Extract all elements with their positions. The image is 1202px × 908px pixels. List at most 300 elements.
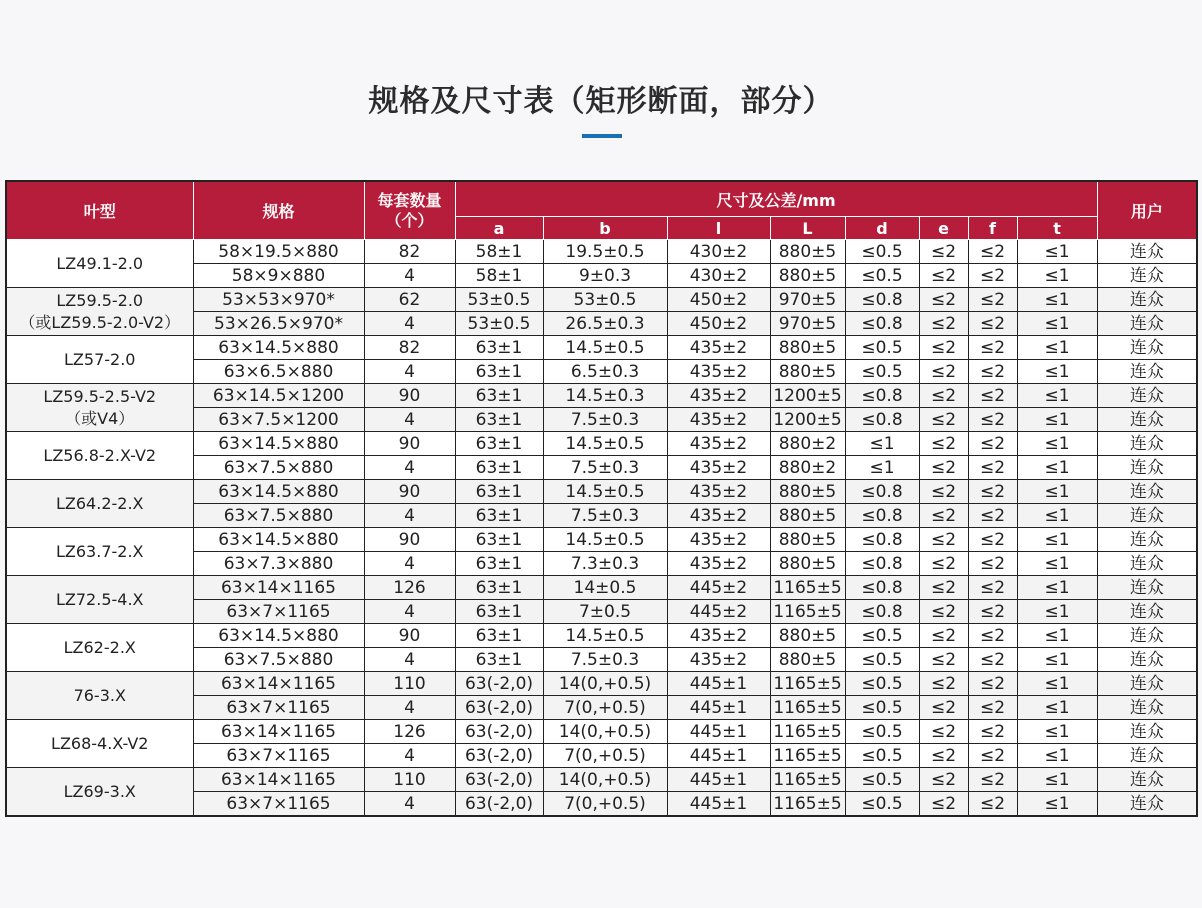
table-cell: 880±5	[770, 360, 845, 384]
table-cell: ≤2	[919, 648, 968, 672]
table-cell: 14.5±0.5	[543, 528, 667, 552]
table-cell: ≤1	[1017, 336, 1097, 360]
table-cell: 58±1	[455, 240, 543, 264]
table-cell: ≤1	[1017, 408, 1097, 432]
header-dim-L: L	[770, 217, 845, 240]
table-cell: 63(-2,0)	[455, 672, 543, 696]
table-cell: ≤0.5	[845, 240, 919, 264]
table-cell: 90	[364, 384, 455, 408]
table-cell: 63×14.5×880	[193, 336, 364, 360]
table-row	[6, 768, 1197, 792]
table-cell: ≤1	[1017, 456, 1097, 480]
table-cell: 63×14.5×880	[193, 528, 364, 552]
model-cell	[6, 672, 193, 720]
table-row	[6, 336, 1197, 360]
table-cell: 63±1	[455, 384, 543, 408]
table-cell: ≤2	[968, 624, 1017, 648]
header-quantity-line2: （个）	[385, 210, 434, 230]
table-cell: 14.5±0.5	[543, 336, 667, 360]
model-name: （或LZ59.5-2.0-V2）	[19, 312, 181, 332]
model-cell	[6, 288, 193, 336]
table-cell: 126	[364, 720, 455, 744]
table-cell: 连众	[1097, 768, 1197, 792]
table-cell: ≤2	[968, 264, 1017, 288]
table-cell: ≤2	[968, 336, 1017, 360]
table-cell: ≤0.8	[845, 504, 919, 528]
table-cell: 14(0,+0.5)	[543, 720, 667, 744]
table-cell: 4	[364, 360, 455, 384]
table-cell: ≤2	[919, 792, 968, 817]
table-row	[6, 528, 1197, 552]
table-cell: 435±2	[667, 432, 770, 456]
table-cell: ≤2	[919, 576, 968, 600]
table-cell: ≤0.8	[845, 384, 919, 408]
table-cell: 62	[364, 288, 455, 312]
table-cell: ≤2	[919, 432, 968, 456]
table-cell: ≤0.5	[845, 624, 919, 648]
table-cell: 7±0.5	[543, 600, 667, 624]
model-name: LZ68-4.X-V2	[51, 733, 149, 753]
table-cell: ≤0.8	[845, 576, 919, 600]
table-cell: 1165±5	[770, 696, 845, 720]
table-cell: 7.3±0.3	[543, 552, 667, 576]
table-cell: 连众	[1097, 288, 1197, 312]
table-cell: 4	[364, 600, 455, 624]
table-cell: ≤2	[919, 624, 968, 648]
table-cell: 连众	[1097, 456, 1197, 480]
table-cell: 63×14.5×880	[193, 432, 364, 456]
table-cell: 880±5	[770, 240, 845, 264]
model-name: LZ59.5-2.5-V2	[43, 386, 157, 406]
table-row	[6, 480, 1197, 504]
table-cell: 110	[364, 672, 455, 696]
table-cell: 连众	[1097, 336, 1197, 360]
model-name: LZ59.5-2.0	[56, 290, 144, 310]
table-cell: ≤2	[919, 528, 968, 552]
table-cell: 7(0,+0.5)	[543, 744, 667, 768]
table-cell: 14.5±0.5	[543, 480, 667, 504]
table-cell: 880±5	[770, 648, 845, 672]
table-cell: ≤1	[845, 432, 919, 456]
table-cell: ≤2	[968, 312, 1017, 336]
table-cell: ≤2	[919, 336, 968, 360]
table-cell: ≤0.5	[845, 792, 919, 817]
table-cell: 435±2	[667, 504, 770, 528]
table-cell: ≤2	[919, 696, 968, 720]
model-name: LZ56.8-2.X-V2	[43, 445, 157, 465]
model-name: （或V4）	[65, 408, 135, 428]
table-cell: 435±2	[667, 528, 770, 552]
header-dim-l: l	[667, 217, 770, 240]
table-cell: ≤1	[1017, 792, 1097, 817]
table-cell: 63±1	[455, 648, 543, 672]
table-cell: ≤2	[968, 384, 1017, 408]
table-cell: 63×14.5×880	[193, 624, 364, 648]
table-cell: 1165±5	[770, 768, 845, 792]
model-name: LZ72.5-4.X	[56, 589, 144, 609]
table-cell: ≤2	[968, 480, 1017, 504]
table-cell: 126	[364, 576, 455, 600]
table-cell: ≤1	[1017, 264, 1097, 288]
model-name: LZ62-2.X	[63, 637, 136, 657]
table-cell: 58×19.5×880	[193, 240, 364, 264]
table-cell: 连众	[1097, 696, 1197, 720]
table-cell: ≤1	[1017, 528, 1097, 552]
model-cell	[6, 720, 193, 768]
table-cell: 970±5	[770, 312, 845, 336]
table-cell: ≤2	[968, 240, 1017, 264]
table-cell: 连众	[1097, 360, 1197, 384]
table-cell: 连众	[1097, 408, 1197, 432]
table-cell: 63×14×1165	[193, 768, 364, 792]
model-name: LZ63.7-2.X	[56, 541, 144, 561]
table-cell: ≤2	[968, 672, 1017, 696]
table-cell: ≤0.8	[845, 288, 919, 312]
table-cell: ≤2	[919, 720, 968, 744]
table-cell: 880±2	[770, 456, 845, 480]
table-cell: 连众	[1097, 744, 1197, 768]
table-cell: 连众	[1097, 384, 1197, 408]
table-cell: ≤2	[968, 768, 1017, 792]
table-cell: ≤0.8	[845, 528, 919, 552]
table-cell: 63×7.5×1200	[193, 408, 364, 432]
table-cell: 4	[364, 744, 455, 768]
table-cell: ≤2	[968, 744, 1017, 768]
table-cell: 4	[364, 504, 455, 528]
table-cell: 53±0.5	[455, 288, 543, 312]
table-cell: ≤0.5	[845, 768, 919, 792]
table-cell: ≤1	[845, 456, 919, 480]
table-header	[6, 181, 1197, 240]
table-cell: 445±1	[667, 792, 770, 817]
table-cell: ≤2	[919, 480, 968, 504]
page-title: 规格及尺寸表（矩形断面，部分）	[368, 84, 834, 119]
table-cell: 435±2	[667, 456, 770, 480]
table-cell: 430±2	[667, 264, 770, 288]
table-cell: ≤2	[919, 384, 968, 408]
table-cell: ≤0.8	[845, 480, 919, 504]
table-cell: 63±1	[455, 576, 543, 600]
table-cell: ≤1	[1017, 576, 1097, 600]
table-cell: 63×7.3×880	[193, 552, 364, 576]
table-cell: 445±1	[667, 744, 770, 768]
table-cell: 9±0.3	[543, 264, 667, 288]
table-cell: 90	[364, 624, 455, 648]
table-cell: 1165±5	[770, 720, 845, 744]
table-cell: ≤2	[968, 720, 1017, 744]
table-cell: 63×6.5×880	[193, 360, 364, 384]
table-cell: ≤2	[968, 288, 1017, 312]
table-cell: 445±1	[667, 696, 770, 720]
table-cell: 445±2	[667, 576, 770, 600]
table-cell: 435±2	[667, 624, 770, 648]
table-cell: ≤0.5	[845, 264, 919, 288]
header-dim-d: d	[845, 217, 919, 240]
table-cell: 63×7×1165	[193, 792, 364, 817]
table-cell: 63±1	[455, 552, 543, 576]
table-cell: 435±2	[667, 408, 770, 432]
table-cell: 7(0,+0.5)	[543, 792, 667, 817]
table-cell: ≤1	[1017, 360, 1097, 384]
table-row	[6, 624, 1197, 648]
table-cell: 445±1	[667, 720, 770, 744]
table-cell: ≤0.5	[845, 720, 919, 744]
table-cell: 880±5	[770, 480, 845, 504]
table-cell: ≤1	[1017, 648, 1097, 672]
header-quantity-line1: 每套数量	[377, 190, 442, 210]
table-cell: ≤2	[968, 576, 1017, 600]
table-cell: ≤1	[1017, 240, 1097, 264]
model-cell	[6, 432, 193, 480]
table-cell: ≤0.5	[845, 648, 919, 672]
header-dim-a: a	[455, 217, 543, 240]
table-cell: 1165±5	[770, 576, 845, 600]
table-cell: 14±0.5	[543, 576, 667, 600]
table-cell: 连众	[1097, 672, 1197, 696]
table-cell: 63±1	[455, 504, 543, 528]
table-cell: ≤1	[1017, 624, 1097, 648]
table-cell: ≤2	[968, 432, 1017, 456]
table-cell: 连众	[1097, 480, 1197, 504]
table-cell: 1165±5	[770, 792, 845, 817]
table-cell: ≤2	[919, 456, 968, 480]
table-cell: 880±5	[770, 528, 845, 552]
header-quantity	[364, 181, 455, 240]
table-cell: 450±2	[667, 312, 770, 336]
table-cell: ≤1	[1017, 288, 1097, 312]
table-cell: 26.5±0.3	[543, 312, 667, 336]
table-cell: ≤0.5	[845, 744, 919, 768]
table-cell: ≤2	[968, 504, 1017, 528]
model-cell	[6, 768, 193, 817]
table-cell: 880±5	[770, 264, 845, 288]
table-cell: 445±2	[667, 600, 770, 624]
table-cell: ≤2	[919, 312, 968, 336]
table-cell: 连众	[1097, 528, 1197, 552]
table-cell: 7.5±0.3	[543, 648, 667, 672]
model-cell	[6, 576, 193, 624]
table-cell: ≤0.8	[845, 600, 919, 624]
table-cell: 连众	[1097, 504, 1197, 528]
table-cell: 连众	[1097, 552, 1197, 576]
table-cell: ≤0.8	[845, 312, 919, 336]
table-cell: 4	[364, 696, 455, 720]
table-cell: 连众	[1097, 720, 1197, 744]
table-cell: 14(0,+0.5)	[543, 768, 667, 792]
table-body	[6, 240, 1197, 817]
table-cell: 63±1	[455, 600, 543, 624]
table-cell: 连众	[1097, 264, 1197, 288]
table-cell: ≤1	[1017, 504, 1097, 528]
table-cell: ≤0.8	[845, 552, 919, 576]
table-cell: 1165±5	[770, 600, 845, 624]
table-cell: ≤2	[968, 408, 1017, 432]
header-user: 用户	[1097, 181, 1197, 240]
table-cell: ≤1	[1017, 696, 1097, 720]
table-cell: 4	[364, 456, 455, 480]
table-cell: 880±5	[770, 624, 845, 648]
table-cell: 63×7.5×880	[193, 504, 364, 528]
table-cell: 63(-2,0)	[455, 720, 543, 744]
header-dim-f: f	[968, 217, 1017, 240]
table-cell: ≤2	[968, 360, 1017, 384]
table-cell: 1165±5	[770, 672, 845, 696]
table-cell: ≤2	[919, 672, 968, 696]
model-cell	[6, 240, 193, 288]
table-cell: 63±1	[455, 528, 543, 552]
table-cell: ≤0.5	[845, 696, 919, 720]
table-cell: 4	[364, 552, 455, 576]
table-cell: 连众	[1097, 648, 1197, 672]
header-spec: 规格	[193, 181, 364, 240]
table-cell: ≤1	[1017, 720, 1097, 744]
table-cell: 970±5	[770, 288, 845, 312]
table-cell: 63×7.5×880	[193, 648, 364, 672]
table-cell: 63±1	[455, 336, 543, 360]
table-cell: 880±5	[770, 336, 845, 360]
table-cell: ≤2	[968, 528, 1017, 552]
table-cell: ≤1	[1017, 672, 1097, 696]
header-dim-e: e	[919, 217, 968, 240]
table-cell: 53±0.5	[455, 312, 543, 336]
table-cell: 58×9×880	[193, 264, 364, 288]
table-cell: 90	[364, 480, 455, 504]
table-row	[6, 384, 1197, 408]
table-cell: ≤2	[919, 360, 968, 384]
table-cell: 82	[364, 240, 455, 264]
model-cell	[6, 480, 193, 528]
table-cell: 4	[364, 264, 455, 288]
table-cell: 63×7×1165	[193, 744, 364, 768]
table-cell: 14.5±0.5	[543, 624, 667, 648]
table-cell: 82	[364, 336, 455, 360]
table-cell: 连众	[1097, 312, 1197, 336]
table-cell: ≤2	[968, 792, 1017, 817]
table-cell: 880±5	[770, 552, 845, 576]
header-dim-b: b	[543, 217, 667, 240]
table-cell: 连众	[1097, 792, 1197, 817]
table-cell: 435±2	[667, 480, 770, 504]
table-cell: ≤2	[968, 648, 1017, 672]
table-cell: 7.5±0.3	[543, 456, 667, 480]
table-cell: 63±1	[455, 360, 543, 384]
table-cell: ≤2	[968, 456, 1017, 480]
table-cell: ≤2	[919, 600, 968, 624]
table-cell: ≤1	[1017, 480, 1097, 504]
table-cell: 19.5±0.5	[543, 240, 667, 264]
table-cell: 110	[364, 768, 455, 792]
table-cell: ≤1	[1017, 432, 1097, 456]
model-name: LZ69-3.X	[63, 781, 136, 801]
table-cell: 6.5±0.3	[543, 360, 667, 384]
title-underline	[582, 134, 622, 138]
model-cell	[6, 384, 193, 432]
table-cell: 63±1	[455, 480, 543, 504]
table-cell: 445±1	[667, 672, 770, 696]
table-cell: 435±2	[667, 648, 770, 672]
table-cell: 53×26.5×970*	[193, 312, 364, 336]
table-cell: 63×7×1165	[193, 600, 364, 624]
model-name: LZ49.1-2.0	[56, 253, 144, 273]
table-cell: 63±1	[455, 432, 543, 456]
table-cell: ≤2	[919, 768, 968, 792]
table-cell: ≤1	[1017, 384, 1097, 408]
table-cell: 4	[364, 648, 455, 672]
model-cell	[6, 336, 193, 384]
table-row	[6, 672, 1197, 696]
table-cell: 7.5±0.3	[543, 504, 667, 528]
table-cell: 63×14×1165	[193, 576, 364, 600]
table-row	[6, 720, 1197, 744]
table-cell: 450±2	[667, 288, 770, 312]
table-cell: 1165±5	[770, 744, 845, 768]
table-cell: 880±5	[770, 504, 845, 528]
table-row	[6, 288, 1197, 312]
table-cell: 63×14×1165	[193, 672, 364, 696]
header-model: 叶型	[6, 181, 193, 240]
table-cell: ≤1	[1017, 744, 1097, 768]
table-cell: 4	[364, 312, 455, 336]
model-cell	[6, 624, 193, 672]
table-cell: 1200±5	[770, 384, 845, 408]
table-cell: ≤0.5	[845, 360, 919, 384]
table-row	[6, 576, 1197, 600]
table-cell: ≤2	[968, 696, 1017, 720]
table-row	[6, 432, 1197, 456]
table-cell: 435±2	[667, 336, 770, 360]
table-cell: ≤2	[919, 240, 968, 264]
table-cell: ≤1	[1017, 768, 1097, 792]
table-cell: ≤1	[1017, 552, 1097, 576]
table-cell: 14(0,+0.5)	[543, 672, 667, 696]
table-cell: 连众	[1097, 240, 1197, 264]
model-name: 76-3.X	[73, 685, 126, 705]
table-cell: ≤2	[919, 288, 968, 312]
table-cell: 63(-2,0)	[455, 744, 543, 768]
table-cell: 连众	[1097, 624, 1197, 648]
model-name: LZ64.2-2.X	[56, 493, 144, 513]
table-cell: 63±1	[455, 624, 543, 648]
table-cell: ≤2	[919, 408, 968, 432]
table-cell: ≤0.5	[845, 336, 919, 360]
table-cell: ≤0.8	[845, 408, 919, 432]
table-cell: 63×7.5×880	[193, 456, 364, 480]
table-cell: 430±2	[667, 240, 770, 264]
table-cell: 4	[364, 792, 455, 817]
table-cell: ≤1	[1017, 600, 1097, 624]
header-dimensions: 尺寸及公差/mm	[455, 181, 1097, 217]
table-cell: 连众	[1097, 576, 1197, 600]
table-cell: 53×53×970*	[193, 288, 364, 312]
table-cell: 7.5±0.3	[543, 408, 667, 432]
table-cell: 连众	[1097, 600, 1197, 624]
table-cell: 7(0,+0.5)	[543, 696, 667, 720]
table-cell: 1200±5	[770, 408, 845, 432]
table-cell: ≤2	[919, 552, 968, 576]
spec-table	[5, 180, 1198, 817]
table-cell: 435±2	[667, 384, 770, 408]
table-cell: 435±2	[667, 552, 770, 576]
table-cell: 90	[364, 432, 455, 456]
table-cell: 63×14.5×880	[193, 480, 364, 504]
table-cell: ≤0.5	[845, 672, 919, 696]
table-cell: 63(-2,0)	[455, 696, 543, 720]
table-cell: 90	[364, 528, 455, 552]
table-cell: 435±2	[667, 360, 770, 384]
table-cell: 63(-2,0)	[455, 792, 543, 817]
model-name: LZ57-2.0	[64, 349, 136, 369]
table-cell: ≤1	[1017, 312, 1097, 336]
